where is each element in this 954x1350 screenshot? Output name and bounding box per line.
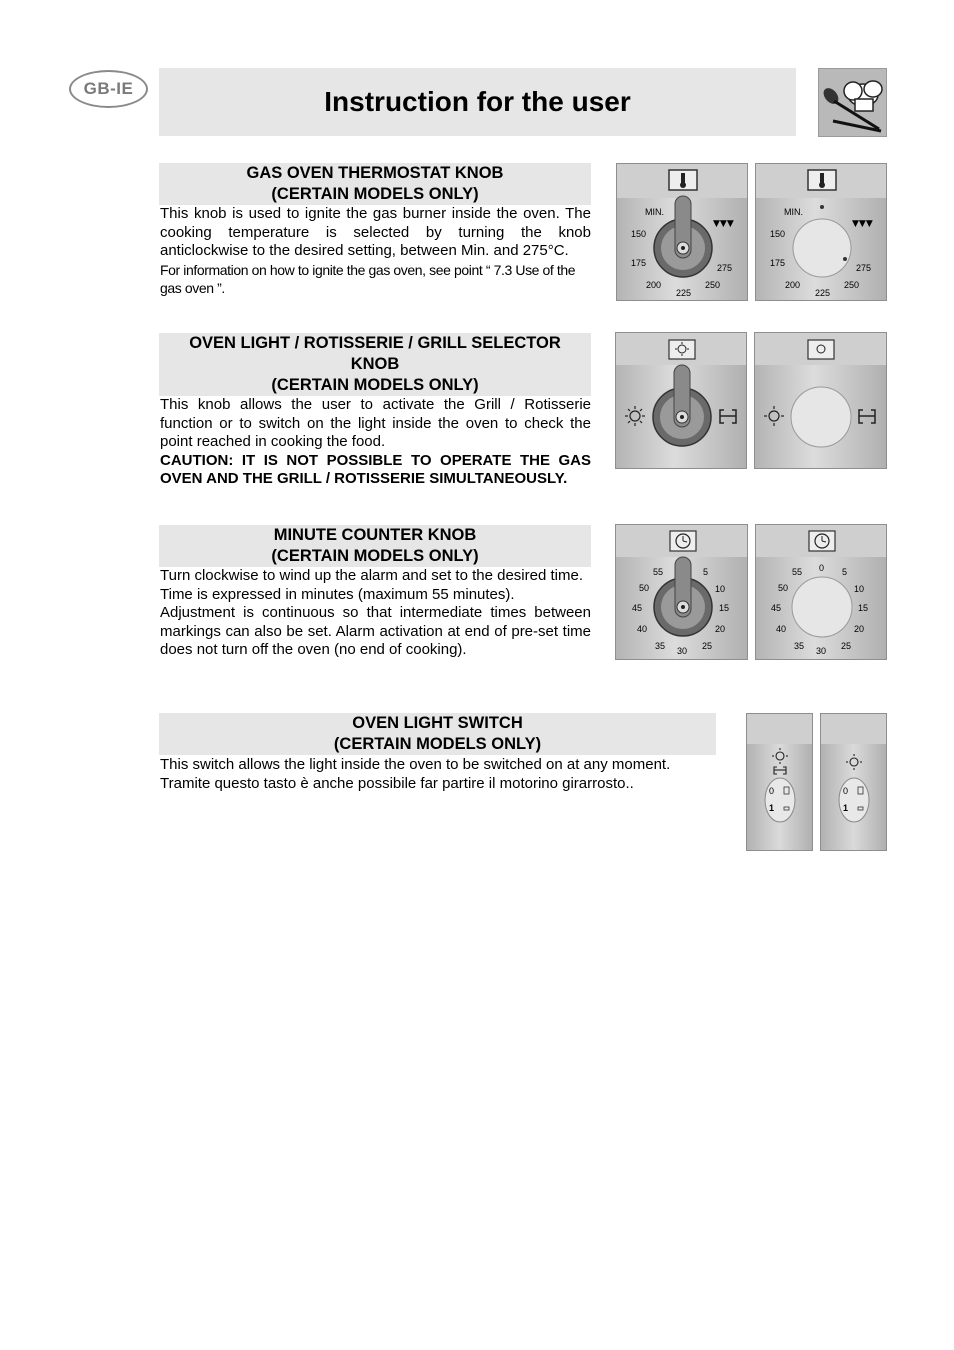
heading-line: OVEN LIGHT / ROTISSERIE / GRILL SELECTOR: [189, 334, 561, 352]
dial-label: 45: [632, 603, 643, 613]
section-heading-thermostat: [159, 163, 591, 205]
rotisserie-icon: [859, 410, 875, 423]
dial-label: 200: [646, 280, 662, 290]
body-text: Tramite questo tasto è anche possibile far partire il motorino girarrosto..: [160, 774, 634, 792]
dial-label: 175: [631, 258, 647, 268]
heading-line: MINUTE COUNTER KNOB: [273, 526, 477, 544]
minute-counter-knob-image: [615, 524, 748, 660]
chef-hat-spoon-icon: [818, 68, 887, 137]
switch-label: 1: [769, 803, 775, 813]
body-text: Time is expressed in minutes (maximum 55 minutes).: [160, 585, 515, 603]
section-body-selector: [160, 396, 591, 489]
clock-icon: [809, 531, 835, 551]
rotisserie-icon: [720, 410, 736, 423]
section-heading-light-switch: [159, 713, 716, 755]
dial-label: 0: [819, 563, 825, 573]
dial-label: MIN.: [784, 207, 803, 217]
heading-line: (CERTAIN MODELS ONLY): [271, 185, 479, 203]
dial-label: 35: [794, 641, 805, 651]
dial-label: 275: [717, 263, 733, 273]
dial-label: 175: [770, 258, 786, 268]
dial-label: 25: [841, 641, 852, 651]
dial-label: 275: [856, 263, 872, 273]
dial-label: 200: [785, 280, 801, 290]
body-text: This knob allows the user to activate the Grill / Rotisserie function or to switch on the light inside the oven to check the point reached in cooking the food.: [160, 396, 591, 451]
heading-line: (CERTAIN MODELS ONLY): [271, 547, 479, 565]
dial-label: 15: [719, 603, 730, 613]
dial-label: 40: [776, 624, 787, 634]
body-text: Adjustment is continuous so that intermediate times between markings can also be set. Alarm activation at end of pre-set time does not turn off the oven (no end of cooking).: [160, 604, 591, 659]
dial-label: 20: [715, 624, 726, 634]
section-body-thermostat: [160, 205, 591, 298]
selector-knob-image: [615, 332, 747, 469]
dial-label: 250: [705, 280, 721, 290]
dial-label: 225: [676, 288, 692, 298]
dial-label: 10: [854, 584, 865, 594]
section-body-minute-counter: [160, 567, 591, 660]
minute-counter-panel-image: [755, 524, 887, 660]
body-text: This knob is used to ignite the gas burner inside the oven. The cooking temperature is selected by turning the knob anticlockwise to the desired setting, between Min. and 275°C.: [160, 205, 591, 260]
heading-line: (CERTAIN MODELS ONLY): [271, 376, 479, 394]
dial-label: 10: [715, 584, 726, 594]
dial-label: 55: [653, 567, 664, 577]
dial-label: 150: [770, 229, 786, 239]
light-symbol-icon: [625, 406, 645, 426]
dial-label: MIN.: [645, 207, 664, 217]
dial-label: 25: [702, 641, 713, 651]
dial-label: 20: [854, 624, 865, 634]
section-heading-selector: [159, 333, 591, 396]
rotisserie-icon: [774, 767, 786, 774]
dial-label: 30: [816, 646, 827, 656]
clock-icon: [670, 531, 696, 551]
dial-label: 55: [792, 567, 803, 577]
switch-label: 0: [769, 786, 775, 796]
heading-line: (CERTAIN MODELS ONLY): [333, 735, 542, 753]
thermometer-icon: [808, 170, 836, 190]
heading-line: GAS OVEN THERMOSTAT KNOB: [246, 164, 504, 182]
dial-label: 40: [637, 624, 648, 634]
caution-text: CAUTION: IT IS NOT POSSIBLE TO OPERATE THE GAS OVEN AND THE GRILL / ROTISSERIE SIMULTANEOUSLY.: [160, 451, 591, 488]
thermostat-panel-image: [755, 163, 887, 301]
oven-light-icon: [808, 340, 834, 359]
thermometer-icon: [669, 170, 697, 190]
dial-label: 15: [858, 603, 869, 613]
switch-label: 1: [843, 803, 849, 813]
section-heading-minute-counter: [159, 525, 591, 567]
light-symbol-icon: [772, 748, 788, 764]
light-rotisserie-switch-image: [746, 713, 813, 851]
body-text: This switch allows the light inside the oven to be switched on at any moment.: [160, 756, 671, 773]
note-text: For information on how to ignite the gas oven, see point “ 7.3 Use of the gas oven ”.: [160, 261, 576, 297]
light-symbol-icon: [764, 406, 784, 426]
switch-label: 0: [843, 786, 849, 796]
dial-label: 35: [655, 641, 666, 651]
dial-label: 30: [677, 646, 688, 656]
section-body-light-switch: [160, 756, 720, 793]
dial-label: 5: [842, 567, 848, 577]
svg-text:▼▼▼: ▼▼▼: [852, 219, 873, 229]
dial-label: 50: [778, 583, 789, 593]
dial-label: 225: [815, 288, 831, 298]
dial-label: 150: [631, 229, 647, 239]
title-bar: [159, 68, 796, 136]
dial-label: 250: [844, 280, 860, 290]
oven-light-icon: [669, 340, 695, 359]
dial-label: 5: [703, 567, 709, 577]
heading-line: OVEN LIGHT SWITCH: [352, 714, 523, 732]
light-switch-image: [820, 713, 887, 851]
light-symbol-icon: [846, 754, 862, 770]
svg-text:▼▼▼: ▼▼▼: [713, 219, 734, 229]
page-title: Instruction for the user: [324, 86, 631, 117]
body-text: Turn clockwise to wind up the alarm and set to the desired time.: [160, 567, 583, 584]
dial-label: 45: [771, 603, 782, 613]
dial-label: 50: [639, 583, 650, 593]
heading-line: KNOB: [350, 355, 400, 373]
selector-panel-image: [754, 332, 887, 469]
country-badge: GB-IE: [69, 70, 148, 108]
thermostat-knob-image: [616, 163, 748, 301]
